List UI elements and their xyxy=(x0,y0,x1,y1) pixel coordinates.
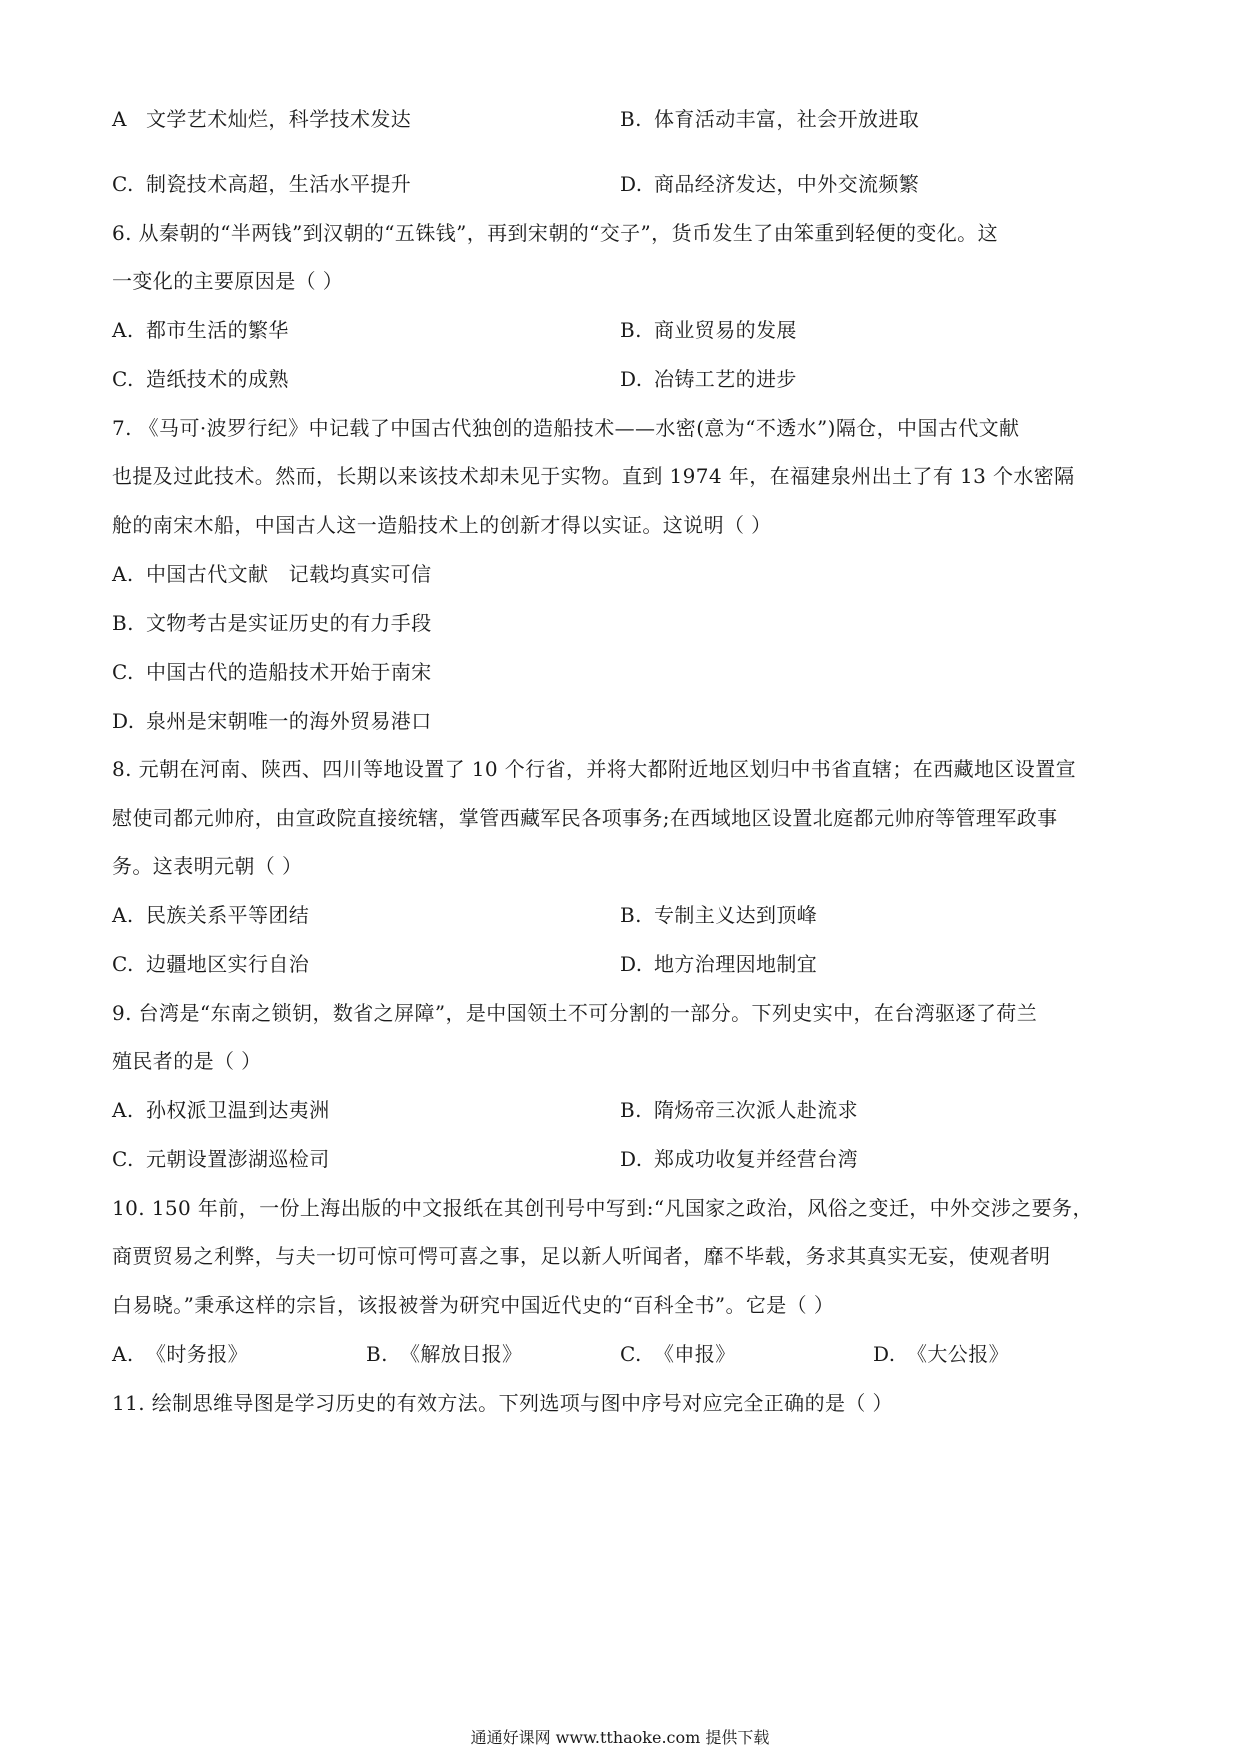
q8-stem-line-2: 慰使司都元帅府，由宣政院直接统辖，掌管西藏军民各项事务;在西域地区设置北庭都元帅府等管理军政事 xyxy=(112,806,1058,830)
q7-option-c: C. 中国古代的造船技术开始于南宋 xyxy=(112,660,432,684)
q5-option-c: C. 制瓷技术高超，生活水平提升 xyxy=(112,172,412,196)
q8-option-c: C. 边疆地区实行自治 xyxy=(112,952,310,976)
q11-stem-line-1: 11. 绘制思维导图是学习历史的有效方法。下列选项与图中序号对应完全正确的是（ ） xyxy=(112,1391,893,1415)
q10-stem-line-2: 商贾贸易之利弊，与夫一切可惊可愕可喜之事，足以新人听闻者，靡不毕载，务求其真实无妄，使观者明 xyxy=(112,1244,1051,1268)
q10-option-c: C. 《申报》 xyxy=(620,1342,736,1366)
q5-option-d: D. 商品经济发达，中外交流频繁 xyxy=(620,172,920,196)
q10-option-d: D. 《大公报》 xyxy=(873,1342,1009,1366)
q10-stem-line-1: 10. 150 年前，一份上海出版的中文报纸在其创刊号中写到:“凡国家之政治，风俗之变迁，中外交涉之要务， xyxy=(112,1196,1093,1220)
q6-option-a: A. 都市生活的繁华 xyxy=(112,318,289,342)
q9-option-d: D. 郑成功收复并经营台湾 xyxy=(620,1147,858,1171)
q6-stem-line-1: 6. 从秦朝的“半两钱”到汉朝的“五铢钱”，再到宋朝的“交子”，货币发生了由笨重到轻便的变化。这 xyxy=(112,221,998,245)
q10-option-b: B. 《解放日报》 xyxy=(366,1342,523,1366)
q7-stem-line-3: 舱的南宋木船，中国古人这一造船技术上的创新才得以实证。这说明（ ） xyxy=(112,513,772,537)
q6-option-d: D. 冶铸工艺的进步 xyxy=(620,367,797,391)
q8-option-a: A. 民族关系平等团结 xyxy=(112,903,310,927)
q9-stem-line-2: 殖民者的是（ ） xyxy=(112,1049,262,1073)
q5-option-b: B. 体育活动丰富，社会开放进取 xyxy=(620,107,920,131)
q5-option-a: A 文学艺术灿烂，科学技术发达 xyxy=(112,107,412,131)
q8-option-d: D. 地方治理因地制宜 xyxy=(620,952,818,976)
q7-stem-line-2: 也提及过此技术。然而，长期以来该技术却未见于实物。直到 1974 年，在福建泉州出土了有 13 个水密隔 xyxy=(112,464,1075,488)
q7-stem-line-1: 7. 《马可·波罗行纪》中记载了中国古代独创的造船技术——水密(意为“不透水”)隔仓，中国古代文献 xyxy=(112,416,1020,440)
q9-option-a: A. 孙权派卫温到达夷洲 xyxy=(112,1098,330,1122)
q8-stem-line-3: 务。这表明元朝（ ） xyxy=(112,854,303,878)
footer-source-note: 通通好课网 www.tthaoke.com 提供下载 xyxy=(470,1728,770,1747)
q8-option-b: B. 专制主义达到顶峰 xyxy=(620,903,818,927)
q8-stem-line-1: 8. 元朝在河南、陕西、四川等地设置了 10 个行省，并将大都附近地区划归中书省直辖；在西藏地区设置宣 xyxy=(112,757,1077,781)
q6-option-b: B. 商业贸易的发展 xyxy=(620,318,797,342)
q6-option-c: C. 造纸技术的成熟 xyxy=(112,367,289,391)
q6-stem-line-2: 一变化的主要原因是（ ） xyxy=(112,269,344,293)
q7-option-b: B. 文物考古是实证历史的有力手段 xyxy=(112,611,432,635)
q10-stem-line-3: 白易晓。”秉承这样的宗旨，该报被誉为研究中国近代史的“百科全书”。它是（ ） xyxy=(112,1293,835,1317)
q7-option-a: A. 中国古代文献 记载均真实可信 xyxy=(112,562,432,586)
q9-option-b: B. 隋炀帝三次派人赴流求 xyxy=(620,1098,858,1122)
q7-option-d: D. 泉州是宋朝唯一的海外贸易港口 xyxy=(112,709,432,733)
q10-option-a: A. 《时务报》 xyxy=(112,1342,248,1366)
q9-stem-line-1: 9. 台湾是“东南之锁钥，数省之屏障”，是中国领土不可分割的一部分。下列史实中，在台湾驱逐了荷兰 xyxy=(112,1001,1038,1025)
q9-option-c: C. 元朝设置澎湖巡检司 xyxy=(112,1147,330,1171)
